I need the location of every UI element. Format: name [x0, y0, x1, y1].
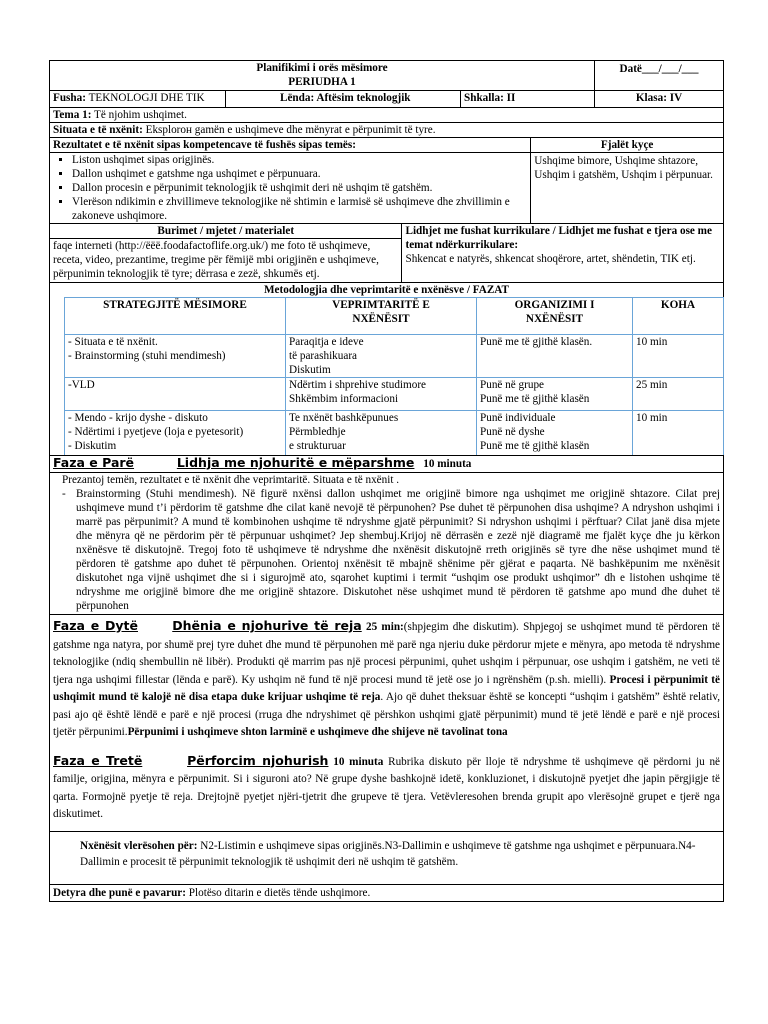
faza1-heading	[50, 456, 723, 473]
strategji-line: - Mendo - krijo dyshe - diskuto	[68, 412, 208, 424]
rezultatet-list	[50, 153, 530, 223]
burimet-value: faqe interneti (http://ëëë.foodafactoflife.org.uk/) me foto të ushqimeve, receta, video, prezantime, tregime për fëmijë mbi origjinën e ushqimeve, përpunimin teknologjik të tyre; dërrasa e zezë, shkumës etj.	[53, 240, 379, 280]
strategji-cell	[65, 335, 286, 377]
faza1-content	[50, 473, 723, 614]
phases-table-row	[65, 335, 723, 378]
fusha-label: Fusha:	[53, 92, 86, 104]
faza1-title: Lidhja me njohuritë e mëparshme	[176, 455, 415, 470]
plan-title-line1: Planifikimi i orës mësimore	[256, 62, 388, 74]
tema-value: Të njohim ushqimet.	[94, 109, 187, 121]
col-koha: KOHA	[660, 299, 696, 311]
lesson-plan-document	[49, 60, 724, 902]
rezultat-item: ▪ Liston ushqimet sipas origjinës.	[72, 153, 526, 167]
lidhjet-value: Shkencat e natyrës, shkencat shoqërore, artet, shëndetin, TIK etj.	[405, 253, 696, 265]
lidhjet-heading: Lidhjet me fushat kurrikulare / Lidhjet me fushat e tjera ose me temat ndërkurrikulare:	[405, 225, 712, 251]
subject-row	[50, 91, 723, 108]
phases-table	[64, 297, 724, 455]
faza1-section	[50, 456, 723, 615]
strategji-line: - Situata e të nxënit.	[68, 336, 158, 348]
header-row	[50, 61, 723, 91]
col-strategjite: STRATEGJITË MËSIMORE	[65, 298, 286, 334]
phases-table-row	[65, 378, 723, 411]
detyra-section	[50, 885, 723, 901]
rezultat-item: ▪ Dallon ushqimet e gatshme nga ushqimet e përpunuara.	[72, 167, 526, 181]
strategji-line: - Diskutim	[68, 440, 117, 452]
faza1-list	[53, 487, 720, 613]
veprimtari-cell	[286, 411, 477, 455]
faza2-time: 25 min:	[365, 621, 404, 633]
veprimtari-line: Paraqitja e ideve	[289, 336, 364, 348]
strategji-line: -VLD	[68, 379, 95, 391]
faza2-bold2: Përpunimi i ushqimeve shton larminë e ushqimeve dhe shijeve në tavolinat tona	[127, 726, 508, 738]
burimet-row	[50, 224, 723, 283]
vleresim-section	[50, 832, 723, 885]
faza2-text2: . Ajo që duhet theksuar është se koncepti “ushqim i gatshëm” është relativ, pasi ajo që është lëndë e parë e një procesi (rruga dhe ndryshimet që përshkon ushqimi gjatë përpunimit) mund të jetë lëndë e parë e një procesi tjetër përpunimi.	[53, 691, 720, 738]
organizim-cell	[477, 335, 633, 377]
organizim-line: Punë në grupe	[480, 379, 545, 391]
faza1-intro: Prezantoj temën, rezultatet e të nxënit dhe veprimtaritë. Situata e të nxënit .	[62, 474, 400, 486]
organizim-line: Punë me të gjithë klasën.	[480, 336, 593, 348]
faza2-title: Dhënia e njohurive të reja	[172, 618, 362, 633]
metodologjia-section	[50, 283, 723, 456]
burimet-cell	[50, 224, 402, 282]
koha-cell: 10 min	[636, 336, 668, 348]
organizim-cell	[477, 411, 633, 455]
veprimtari-cell	[286, 335, 477, 377]
veprimtari-line: Te nxënët bashkëpunues	[289, 412, 399, 424]
date-field: Datë___/___/___	[619, 63, 699, 75]
faza1-body: - Brainstorming (Stuhi mendimesh). Në figurë nxënsi dallon ushqimet me origjinë bimore nga ushqimet me origjinë shtazore. Cilat prej ushqimeve mund t’i përdorim të gatshme dhe cilat kanë nevojë të përpunohen? Pse duhet të përpunohen disa ushqime? A ndryshon ushqimi i marrë pas përpunimit? A mund të kombinohen ushqime të ndryshme gjatë përpunimit? Si ndryshon ushqimi i përftuar? Cilat janë disa mjete dhe mënyra që ne përdorim për të përpunuar ushqimet? Jep shembuj.Krijoj në dërrasën e zezë një diagramë me fjalët kyçe dhe ju kërkon nxënësve të diskutojnë. Tregoj foto të ushqimeve të ndryshme dhe nxënësit diskutojnë rreth origjinës së tyre dhe nëse ushqimet mund të përdoren të gatshme apo duhet të përpunohen. Orientoj nxënësit të mbajnë shënime për gjërat e paqarta. Në bashkëpunim me nxënësit diskutohet nga vijnë ushqimet dhe si i sigurojmë ato, sqarohet kuptimi i termit “ushqim ose produkt ushqimor” dh e listohen ushqime të ndryshme me origjinë bimore dhe me origjinë shtazore. Diskutohet nëse ushqimet mund të përdoren të gatshme apo mund dhe duhet të përpunohen	[76, 487, 720, 613]
fjalet-cell	[531, 138, 723, 223]
fjalet-value: Ushqime bimore, Ushqime shtazore, Ushqim i gatshëm, Ushqim i përpunuar.	[534, 155, 713, 181]
detyra-text: Plotëso ditarin e dietës tënde ushqimore.	[186, 886, 371, 899]
rezultatet-cell	[50, 138, 531, 223]
faza3-name: Faza e Tretë	[53, 752, 143, 768]
col-organizimi: ORGANIZIMI I NXËNËSIT	[477, 298, 633, 334]
detyra-label: Detyra dhe punë e pavarur:	[53, 886, 186, 899]
faza2-content	[50, 615, 723, 831]
veprimtari-line: Ndërtim i shprehive studimore	[289, 379, 427, 391]
veprimtari-line: Shkëmbim informacioni	[289, 393, 399, 405]
koha-cell: 10 min	[636, 412, 668, 424]
faza2-name: Faza e Dytë	[53, 618, 138, 633]
faza2-bold1: Procesi i përpunimit të ushqimit mund të kalojë në disa etapa duke krijuar ushqime të reja	[53, 673, 721, 703]
organizim-line: Punë në dyshe	[480, 426, 545, 438]
organizim-cell	[477, 378, 633, 410]
faza1-name: Faza e Parë	[53, 455, 135, 470]
vleresim-label: Nxënësit vlerësohen për:	[80, 839, 198, 852]
faza2-section	[50, 615, 723, 832]
fjalet-heading: Fjalët kyçe	[531, 138, 723, 153]
koha-cell: 25 min	[636, 379, 668, 391]
shkalla-cell: Shkalla: II	[461, 91, 595, 107]
faza1-time: 10 minuta	[423, 458, 472, 470]
strategji-line: - Brainstorming (stuhi mendimesh)	[68, 350, 226, 362]
vleresim-text: N2-Listimin e ushqimeve sipas origjinës.N3-Dallimin e ushqimeve të gatshme nga ushqimet e përpunuara.N4-Dallimin e procesit të përpunimit teknologjik të ushqimit deri në ushqim të gatshëm.	[80, 839, 696, 868]
plan-title	[50, 61, 595, 90]
tema-row	[50, 108, 723, 123]
rezultatet-row	[50, 138, 723, 224]
fusha-cell	[50, 91, 226, 107]
strategji-line: - Ndërtimi i pyetjeve (loja e pyetesorit)	[68, 426, 244, 438]
rezultat-item: ▪ Dallon procesin e përpunimit teknologjik të ushqimit deri në ushqim të gatshëm.	[72, 181, 526, 195]
situata-label: Situata e të nxënit:	[53, 124, 143, 136]
col-veprimtarite: VEPRIMTARITË E NXËNËSIT	[286, 298, 477, 334]
organizim-line: Punë me të gjithë klasën	[480, 440, 590, 452]
metodologjia-heading: Metodologjia dhe veprimtaritë e nxënësve / FAZAT	[263, 284, 510, 296]
veprimtari-line: të parashikuara	[289, 350, 358, 362]
faza3-title: Përforcim njohurish	[187, 752, 329, 768]
lenda-cell: Lënda: Aftësim teknologjik	[226, 91, 461, 107]
veprimtari-line: Diskutim	[289, 364, 331, 376]
faza3-time: 10 minuta	[333, 755, 384, 768]
rezultatet-heading: Rezultatet e të nxënit sipas kompetencave të fushës sipas temës:	[50, 138, 530, 153]
veprimtari-line: Përmbledhje	[289, 426, 346, 438]
situata-value: Eksplorон gamën e ushqimeve dhe mënyrat e përpunimit të tyre.	[145, 124, 436, 136]
burimet-heading: Burimet / mjetet / materialet	[50, 224, 401, 239]
veprimtari-cell	[286, 378, 477, 410]
tema-label: Tema 1:	[53, 109, 92, 121]
fusha-value: TEKNOLOGJI DHE TIK	[88, 92, 205, 104]
vleresim-content	[50, 832, 723, 884]
strategji-cell	[65, 411, 286, 455]
phases-table-row	[65, 411, 723, 455]
veprimtari-line: e strukturuar	[289, 440, 346, 452]
situata-row	[50, 123, 723, 138]
organizim-line: Punë me të gjithë klasën	[480, 393, 590, 405]
klasa-cell: Klasa: IV	[635, 92, 683, 104]
rezultat-item: ▪ Vlerëson ndikimin e zhvillimeve teknologjike në shtimin e larmisë së ushqimeve dhe zhvillimin e zakoneve ushqimore.	[72, 195, 526, 223]
lidhjet-cell	[402, 224, 723, 282]
faza2-text1: (shpjegim dhe diskutim). Shpjegoj se ushqimet mund të përdoren të gatshme nga natyra, por shumë prej tyre duhet dhe mund të përpunohen më parë nga njeriu duke përdorur mjete e mënyra, apo metoda të ndryshme teknologjike (ndiq shembullin në libër). Produkti që marrim pas një procesi përpunimi, quhet ushqim i përpunuar, ose ushqim i gatshëm, ne veti të tjera nga ushqimi fillestar (lënda e parë). Ky ushqim në fund të një procesi mund të jetë ose jo i ngrënshëm (p.sh. mielli).	[53, 621, 721, 686]
organizim-line: Punë individuale	[480, 412, 556, 424]
phases-table-header	[65, 298, 723, 335]
plan-title-line2: PERIUDHA 1	[288, 76, 356, 88]
faza3-text: Rubrika diskuto për lloje të ndryshme të ushqimeve që përdorni ju në familje, origjina, mënyra e përpunimit. Si i siguroni ato? Në grupe dyshe bashkojnë idetë, konkluzionet, i diskutojnë pyetjet dhe japin përgjigje të qarta. Formojnë pyetje të reja. Drejtojnë pyetjet njëri-tjetrit dhe grupeve të tjera. Vetëvleresohen brenda grupit apo vlerësojnë grupet e tjerë nga diskutimet.	[53, 755, 721, 820]
strategji-cell	[65, 378, 286, 410]
